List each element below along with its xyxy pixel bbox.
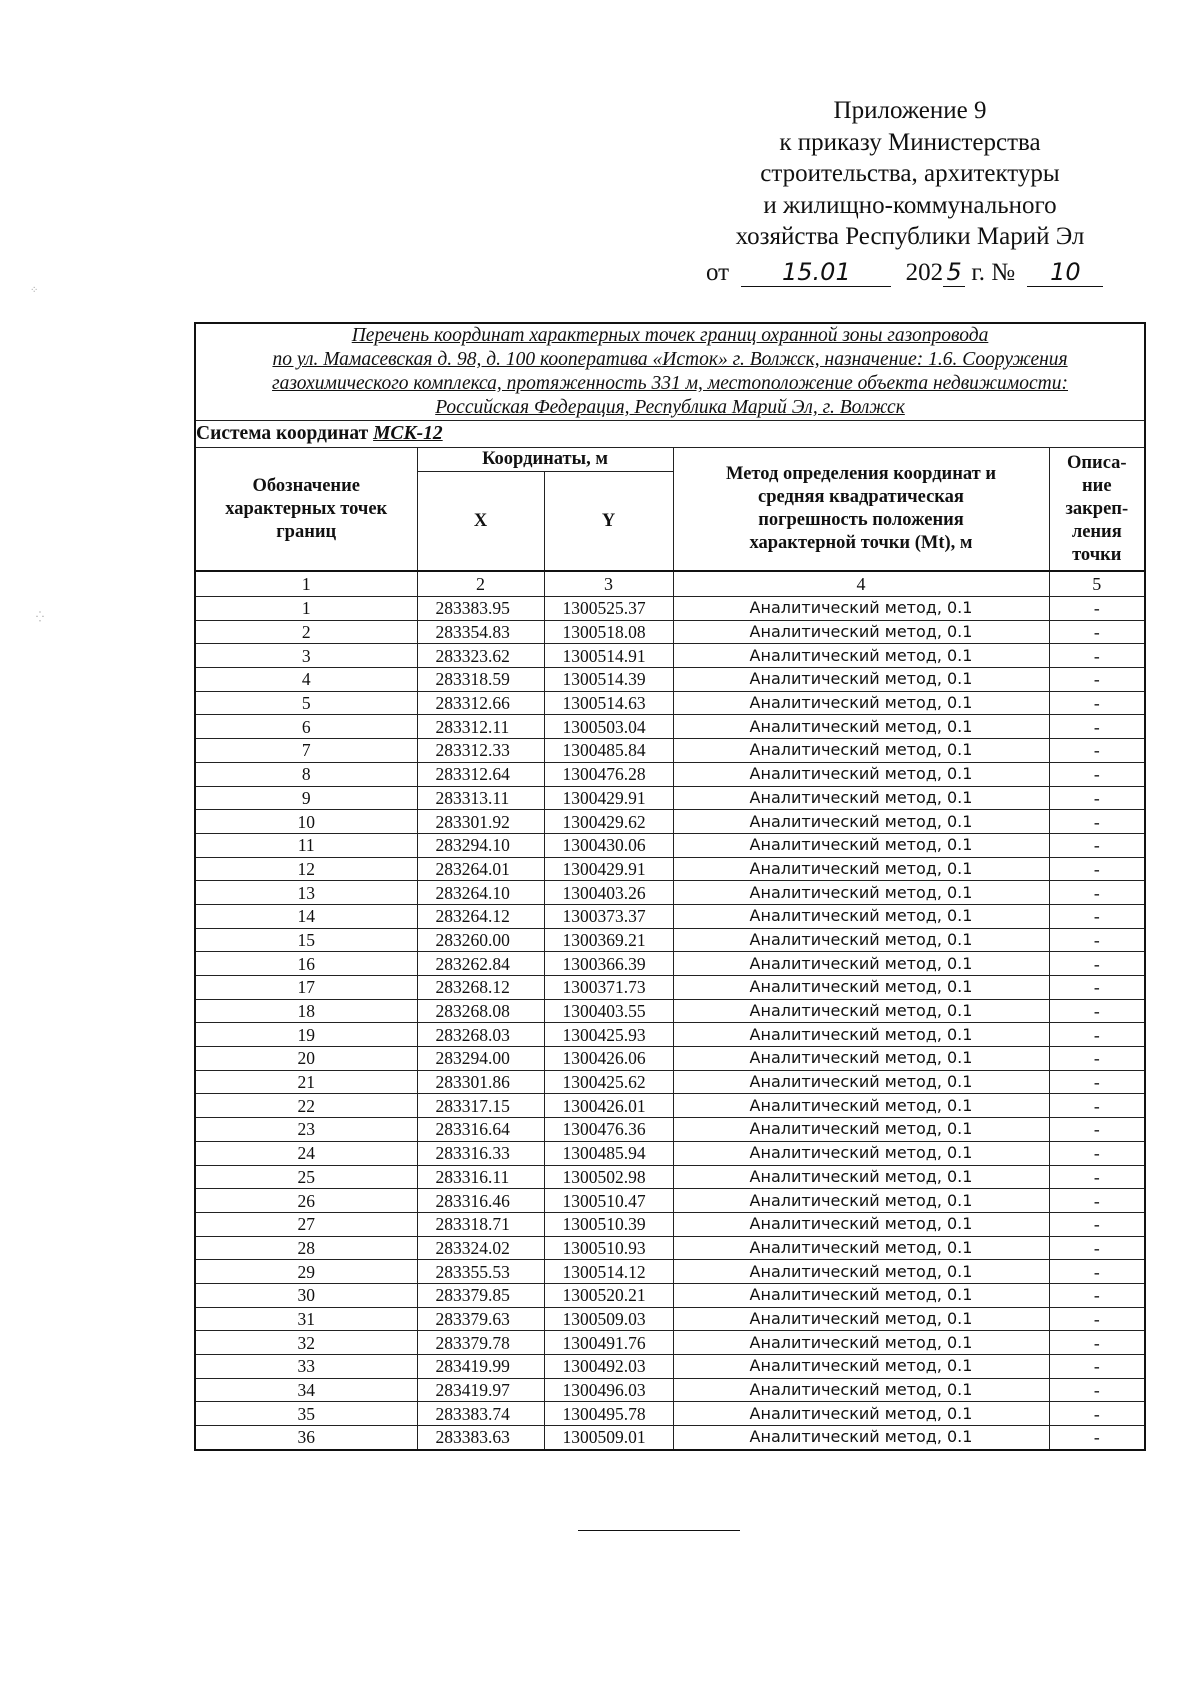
table-row: [195, 1094, 1145, 1118]
x-coordinate-cell: 283324.02: [417, 1236, 544, 1260]
method-cell: Аналитический метод, 0.1: [673, 952, 1049, 976]
method-cell: Аналитический метод, 0.1: [673, 1355, 1049, 1379]
header-line: и жилищно-коммунального: [763, 191, 1057, 219]
x-coordinate-cell: 283312.66: [417, 691, 544, 715]
x-coordinate-cell: 283268.12: [417, 976, 544, 1000]
column-number: 2: [417, 571, 544, 597]
date-prefix: от: [706, 259, 730, 286]
method-cell: Аналитический метод, 0.1: [673, 715, 1049, 739]
x-coordinate-cell: 283262.84: [417, 952, 544, 976]
table-row: [195, 1402, 1145, 1426]
header-method: [673, 448, 1049, 572]
point-number-cell: 12: [195, 857, 417, 881]
point-number-cell: 2: [195, 620, 417, 644]
x-coordinate-cell: 283419.99: [417, 1355, 544, 1379]
y-coordinate-cell: 1300514.91: [544, 644, 673, 668]
header-text: ления: [1071, 521, 1122, 542]
column-number: 5: [1049, 571, 1145, 597]
method-cell: Аналитический метод, 0.1: [673, 786, 1049, 810]
y-coordinate-cell: 1300426.01: [544, 1094, 673, 1118]
table-row: [195, 976, 1145, 1000]
y-coordinate-cell: 1300429.91: [544, 857, 673, 881]
caption-line: Российская Федерация, Республика Марий Эл, г. Волжск: [435, 397, 905, 418]
description-cell: -: [1049, 999, 1145, 1023]
description-cell: -: [1049, 1118, 1145, 1142]
handwritten-order-number: 10: [1027, 258, 1103, 287]
point-number-cell: 34: [195, 1378, 417, 1402]
x-coordinate-cell: 283355.53: [417, 1260, 544, 1284]
description-cell: -: [1049, 1023, 1145, 1047]
description-cell: -: [1049, 1260, 1145, 1284]
header-text: закреп-: [1065, 498, 1129, 519]
description-cell: -: [1049, 904, 1145, 928]
point-number-cell: 30: [195, 1283, 417, 1307]
header-text: точки: [1072, 544, 1122, 565]
x-coordinate-cell: 283264.12: [417, 904, 544, 928]
method-cell: Аналитический метод, 0.1: [673, 668, 1049, 692]
header-coordinates: Координаты, м: [417, 448, 673, 472]
point-number-cell: 31: [195, 1307, 417, 1331]
description-cell: -: [1049, 1212, 1145, 1236]
point-number-cell: 19: [195, 1023, 417, 1047]
method-cell: Аналитический метод, 0.1: [673, 1189, 1049, 1213]
method-cell: Аналитический метод, 0.1: [673, 1283, 1049, 1307]
method-cell: Аналитический метод, 0.1: [673, 833, 1049, 857]
table-row: [195, 1047, 1145, 1071]
y-coordinate-cell: 1300503.04: [544, 715, 673, 739]
x-coordinate-cell: 283301.92: [417, 810, 544, 834]
y-coordinate-cell: 1300369.21: [544, 928, 673, 952]
table-row: [195, 857, 1145, 881]
x-coordinate-cell: 283379.85: [417, 1283, 544, 1307]
column-number: 1: [195, 571, 417, 597]
y-coordinate-cell: 1300510.39: [544, 1212, 673, 1236]
header-text: характерной точки (Mt), м: [749, 533, 973, 553]
y-coordinate-cell: 1300426.06: [544, 1047, 673, 1071]
column-number: 3: [544, 571, 673, 597]
y-coordinate-cell: 1300403.55: [544, 999, 673, 1023]
method-cell: Аналитический метод, 0.1: [673, 1165, 1049, 1189]
point-number-cell: 20: [195, 1047, 417, 1071]
description-cell: -: [1049, 976, 1145, 1000]
point-number-cell: 14: [195, 904, 417, 928]
x-coordinate-cell: 283383.95: [417, 597, 544, 621]
table-row: [195, 810, 1145, 834]
order-date-line: [706, 258, 1103, 292]
description-cell: -: [1049, 715, 1145, 739]
y-coordinate-cell: 1300520.21: [544, 1283, 673, 1307]
point-number-cell: 13: [195, 881, 417, 905]
method-cell: Аналитический метод, 0.1: [673, 1023, 1049, 1047]
table-row: [195, 739, 1145, 763]
x-coordinate-cell: 283301.86: [417, 1070, 544, 1094]
x-coordinate-cell: 283354.83: [417, 620, 544, 644]
description-cell: -: [1049, 1426, 1145, 1450]
x-coordinate-cell: 283312.64: [417, 762, 544, 786]
header-text: границ: [276, 521, 337, 542]
x-coordinate-cell: 283294.00: [417, 1047, 544, 1071]
x-coordinate-cell: 283317.15: [417, 1094, 544, 1118]
y-coordinate-cell: 1300514.63: [544, 691, 673, 715]
description-cell: -: [1049, 644, 1145, 668]
y-coordinate-cell: 1300510.93: [544, 1236, 673, 1260]
description-cell: -: [1049, 1141, 1145, 1165]
table-row: [195, 1260, 1145, 1284]
point-number-cell: 26: [195, 1189, 417, 1213]
table-row: [195, 1378, 1145, 1402]
method-cell: Аналитический метод, 0.1: [673, 1094, 1049, 1118]
point-number-cell: 6: [195, 715, 417, 739]
method-cell: Аналитический метод, 0.1: [673, 739, 1049, 763]
description-cell: -: [1049, 786, 1145, 810]
method-cell: Аналитический метод, 0.1: [673, 1378, 1049, 1402]
x-coordinate-cell: 283268.03: [417, 1023, 544, 1047]
table-row: [195, 1189, 1145, 1213]
x-coordinate-cell: 283383.74: [417, 1402, 544, 1426]
description-cell: -: [1049, 1283, 1145, 1307]
caption-line: газохимического комплекса, протяженность 331 м, местоположение объекта недвижимости:: [272, 373, 1068, 394]
header-line: к приказу Министерства: [779, 128, 1041, 156]
table-row: [195, 691, 1145, 715]
method-cell: Аналитический метод, 0.1: [673, 1402, 1049, 1426]
table-row: [195, 762, 1145, 786]
x-coordinate-cell: 283316.46: [417, 1189, 544, 1213]
method-cell: Аналитический метод, 0.1: [673, 620, 1049, 644]
y-coordinate-cell: 1300491.76: [544, 1331, 673, 1355]
table-row: [195, 620, 1145, 644]
description-cell: -: [1049, 762, 1145, 786]
description-cell: -: [1049, 1331, 1145, 1355]
x-coordinate-cell: 283312.11: [417, 715, 544, 739]
method-cell: Аналитический метод, 0.1: [673, 976, 1049, 1000]
y-coordinate-cell: 1300425.62: [544, 1070, 673, 1094]
table-row: [195, 1331, 1145, 1355]
description-cell: -: [1049, 1070, 1145, 1094]
table-row: [195, 1023, 1145, 1047]
description-cell: -: [1049, 1189, 1145, 1213]
point-number-cell: 29: [195, 1260, 417, 1284]
y-coordinate-cell: 1300509.03: [544, 1307, 673, 1331]
x-coordinate-cell: 283260.00: [417, 928, 544, 952]
method-cell: Аналитический метод, 0.1: [673, 1118, 1049, 1142]
point-number-cell: 9: [195, 786, 417, 810]
method-cell: Аналитический метод, 0.1: [673, 1047, 1049, 1071]
table-row: [195, 1165, 1145, 1189]
method-cell: Аналитический метод, 0.1: [673, 762, 1049, 786]
table-row: [195, 952, 1145, 976]
table-row: [195, 597, 1145, 621]
description-cell: -: [1049, 833, 1145, 857]
appendix-header: [690, 95, 1130, 253]
description-cell: -: [1049, 597, 1145, 621]
table-row: [195, 833, 1145, 857]
header-line: строительства, архитектуры: [760, 160, 1060, 187]
y-coordinate-cell: 1300485.84: [544, 739, 673, 763]
table-caption: [195, 323, 1145, 421]
y-coordinate-cell: 1300514.12: [544, 1260, 673, 1284]
column-number: 4: [673, 571, 1049, 597]
method-cell: Аналитический метод, 0.1: [673, 691, 1049, 715]
y-coordinate-cell: 1300429.62: [544, 810, 673, 834]
coordinate-system-row: [195, 421, 1145, 448]
header-text: Обозначение: [252, 475, 360, 496]
method-cell: Аналитический метод, 0.1: [673, 810, 1049, 834]
x-coordinate-cell: 283294.10: [417, 833, 544, 857]
table-row: [195, 1426, 1145, 1450]
y-coordinate-cell: 1300403.26: [544, 881, 673, 905]
table-row: [195, 1141, 1145, 1165]
description-cell: -: [1049, 1047, 1145, 1071]
y-coordinate-cell: 1300476.36: [544, 1118, 673, 1142]
point-number-cell: 10: [195, 810, 417, 834]
year-prefix: 202: [905, 259, 944, 286]
coordinate-system-label: Система координат: [196, 423, 369, 444]
header-text: ние: [1082, 475, 1112, 496]
header-text: погрешность положения: [758, 510, 964, 530]
table-row: [195, 1070, 1145, 1094]
table-row: [195, 999, 1145, 1023]
point-number-cell: 23: [195, 1118, 417, 1142]
y-coordinate-cell: 1300430.06: [544, 833, 673, 857]
description-cell: -: [1049, 739, 1145, 763]
year-suffix: г. №: [971, 259, 1016, 286]
header-point-designation: [195, 448, 417, 572]
scan-speck: ⁘: [30, 285, 39, 296]
y-coordinate-cell: 1300371.73: [544, 976, 673, 1000]
table-row: [195, 786, 1145, 810]
point-number-cell: 28: [195, 1236, 417, 1260]
method-cell: Аналитический метод, 0.1: [673, 597, 1049, 621]
table-row: [195, 1355, 1145, 1379]
handwritten-year-digit: 5: [943, 258, 965, 287]
method-cell: Аналитический метод, 0.1: [673, 881, 1049, 905]
point-number-cell: 22: [195, 1094, 417, 1118]
x-coordinate-cell: 283313.11: [417, 786, 544, 810]
y-coordinate-cell: 1300366.39: [544, 952, 673, 976]
y-coordinate-cell: 1300510.47: [544, 1189, 673, 1213]
x-coordinate-cell: 283383.63: [417, 1426, 544, 1450]
description-cell: -: [1049, 881, 1145, 905]
point-number-cell: 35: [195, 1402, 417, 1426]
x-coordinate-cell: 283268.08: [417, 999, 544, 1023]
point-number-cell: 18: [195, 999, 417, 1023]
scan-speck: ⁛: [36, 612, 44, 623]
x-coordinate-cell: 283419.97: [417, 1378, 544, 1402]
point-number-cell: 16: [195, 952, 417, 976]
point-number-cell: 1: [195, 597, 417, 621]
header-text: Описа-: [1067, 452, 1127, 473]
handwritten-date: 15.01: [741, 258, 891, 287]
point-number-cell: 36: [195, 1426, 417, 1450]
x-coordinate-cell: 283264.10: [417, 881, 544, 905]
point-number-cell: 25: [195, 1165, 417, 1189]
x-coordinate-cell: 283264.01: [417, 857, 544, 881]
x-coordinate-cell: 283312.33: [417, 739, 544, 763]
y-coordinate-cell: 1300492.03: [544, 1355, 673, 1379]
header-y: Y: [544, 472, 673, 572]
method-cell: Аналитический метод, 0.1: [673, 1260, 1049, 1284]
method-cell: Аналитический метод, 0.1: [673, 857, 1049, 881]
y-coordinate-cell: 1300502.98: [544, 1165, 673, 1189]
y-coordinate-cell: 1300485.94: [544, 1141, 673, 1165]
description-cell: -: [1049, 1378, 1145, 1402]
description-cell: -: [1049, 1355, 1145, 1379]
point-number-cell: 4: [195, 668, 417, 692]
table-row: [195, 881, 1145, 905]
point-number-cell: 17: [195, 976, 417, 1000]
description-cell: -: [1049, 1307, 1145, 1331]
method-cell: Аналитический метод, 0.1: [673, 1070, 1049, 1094]
x-coordinate-cell: 283323.62: [417, 644, 544, 668]
method-cell: Аналитический метод, 0.1: [673, 904, 1049, 928]
point-number-cell: 27: [195, 1212, 417, 1236]
method-cell: Аналитический метод, 0.1: [673, 1212, 1049, 1236]
method-cell: Аналитический метод, 0.1: [673, 928, 1049, 952]
y-coordinate-cell: 1300514.39: [544, 668, 673, 692]
coordinates-table: [194, 322, 1146, 1451]
header-description: [1049, 448, 1145, 572]
description-cell: -: [1049, 928, 1145, 952]
point-number-cell: 32: [195, 1331, 417, 1355]
table-row: [195, 1118, 1145, 1142]
method-cell: Аналитический метод, 0.1: [673, 644, 1049, 668]
point-number-cell: 5: [195, 691, 417, 715]
coordinate-system-value: МСК-12: [373, 423, 443, 444]
table-row: [195, 904, 1145, 928]
end-divider: [578, 1530, 740, 1531]
y-coordinate-cell: 1300425.93: [544, 1023, 673, 1047]
description-cell: -: [1049, 952, 1145, 976]
x-coordinate-cell: 283318.71: [417, 1212, 544, 1236]
header-text: средняя квадратическая: [758, 487, 964, 507]
x-coordinate-cell: 283318.59: [417, 668, 544, 692]
header-text: характерных точек: [225, 498, 388, 519]
method-cell: Аналитический метод, 0.1: [673, 1141, 1049, 1165]
x-coordinate-cell: 283316.33: [417, 1141, 544, 1165]
y-coordinate-cell: 1300509.01: [544, 1426, 673, 1450]
point-number-cell: 21: [195, 1070, 417, 1094]
method-cell: Аналитический метод, 0.1: [673, 1426, 1049, 1450]
point-number-cell: 33: [195, 1355, 417, 1379]
method-cell: Аналитический метод, 0.1: [673, 1236, 1049, 1260]
description-cell: -: [1049, 1094, 1145, 1118]
table-row: [195, 644, 1145, 668]
point-number-cell: 24: [195, 1141, 417, 1165]
method-cell: Аналитический метод, 0.1: [673, 999, 1049, 1023]
point-number-cell: 3: [195, 644, 417, 668]
table-row: [195, 668, 1145, 692]
point-number-cell: 7: [195, 739, 417, 763]
caption-line: по ул. Мамасевская д. 98, д. 100 кооператива «Исток» г. Волжск, назначение: 1.6. Сооружения: [272, 349, 1068, 370]
y-coordinate-cell: 1300495.78: [544, 1402, 673, 1426]
table-row: [195, 1307, 1145, 1331]
header-x: X: [417, 472, 544, 572]
description-cell: -: [1049, 1402, 1145, 1426]
point-number-cell: 8: [195, 762, 417, 786]
description-cell: -: [1049, 1165, 1145, 1189]
x-coordinate-cell: 283316.64: [417, 1118, 544, 1142]
header-line: Приложение 9: [833, 97, 987, 124]
y-coordinate-cell: 1300373.37: [544, 904, 673, 928]
x-coordinate-cell: 283379.63: [417, 1307, 544, 1331]
table-row: [195, 1236, 1145, 1260]
x-coordinate-cell: 283379.78: [417, 1331, 544, 1355]
description-cell: -: [1049, 668, 1145, 692]
description-cell: -: [1049, 857, 1145, 881]
y-coordinate-cell: 1300429.91: [544, 786, 673, 810]
header-text: Метод определения координат и: [725, 464, 997, 484]
table-row: [195, 715, 1145, 739]
y-coordinate-cell: 1300476.28: [544, 762, 673, 786]
y-coordinate-cell: 1300496.03: [544, 1378, 673, 1402]
header-line: хозяйства Республики Марий Эл: [735, 223, 1085, 250]
description-cell: -: [1049, 1236, 1145, 1260]
x-coordinate-cell: 283316.11: [417, 1165, 544, 1189]
point-number-cell: 11: [195, 833, 417, 857]
table-row: [195, 1212, 1145, 1236]
y-coordinate-cell: 1300525.37: [544, 597, 673, 621]
description-cell: -: [1049, 810, 1145, 834]
method-cell: Аналитический метод, 0.1: [673, 1307, 1049, 1331]
table-row: [195, 1283, 1145, 1307]
point-number-cell: 15: [195, 928, 417, 952]
description-cell: -: [1049, 620, 1145, 644]
y-coordinate-cell: 1300518.08: [544, 620, 673, 644]
method-cell: Аналитический метод, 0.1: [673, 1331, 1049, 1355]
table-row: [195, 928, 1145, 952]
caption-line: Перечень координат характерных точек границ охранной зоны газопровода: [351, 325, 989, 346]
description-cell: -: [1049, 691, 1145, 715]
